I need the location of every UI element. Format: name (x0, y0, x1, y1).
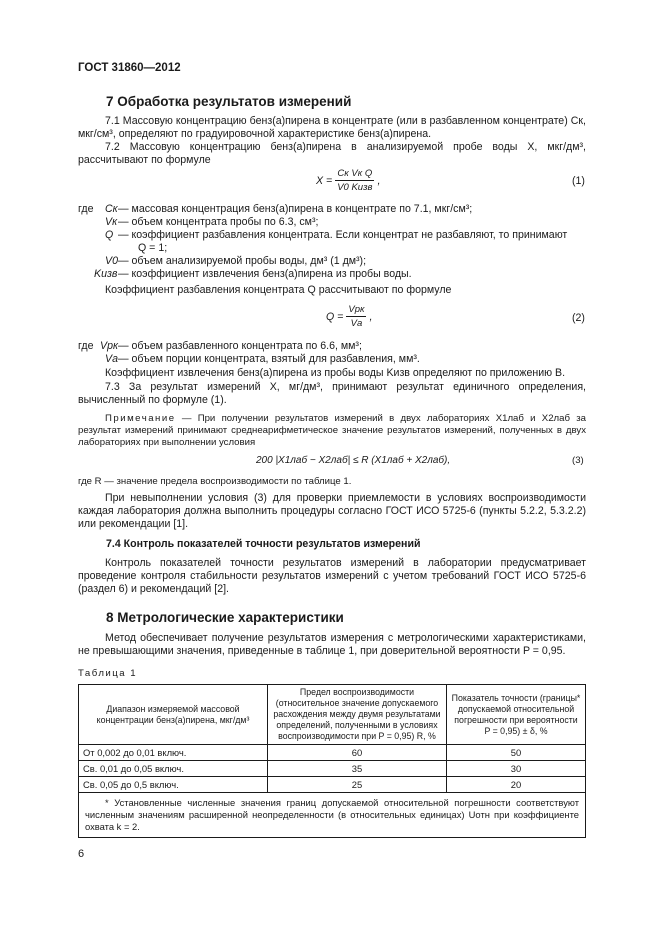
formula-2-numerator: Vрк (348, 304, 365, 315)
note (78, 413, 586, 449)
formula-1-denominator: V0 Kизв (337, 182, 373, 193)
q-intro: Коэффициент разбавления концентрата Q рассчитывают по формуле (105, 284, 452, 296)
where-label: где (78, 203, 94, 215)
def-text: — объем анализируемой пробы воды, дм³ (1 дм³); (118, 255, 367, 267)
formula-2-number: (2) (572, 312, 585, 324)
section-8-title: 8 Метрологические характеристики (106, 610, 344, 625)
paragraph-7-3: 7.3 За результат измерений X, мг/дм³, принимают результат единичного определения, вычисленный по формуле (1). (78, 381, 586, 406)
formula-1-fraction (335, 168, 374, 193)
formula-2-denominator: Vа (350, 318, 363, 329)
def-symbol: Q (105, 229, 114, 241)
section-7-4-title: 7.4 Контроль показателей точности результатов измерений (106, 538, 421, 550)
def-text: — объем порции концентрата, взятый для разбавления, мм³. (118, 353, 420, 365)
table-footnote-row (79, 793, 586, 838)
formula-3: 200 |X1лаб − X2лаб| ≤ R (X1лаб + X2лаб), (256, 455, 451, 466)
def-text: — объем концентрата пробы по 6.3, см³; (118, 216, 319, 228)
page-number: 6 (78, 848, 85, 860)
def-symbol: Vрк (100, 340, 118, 352)
formula-2-lhs: Q = (326, 310, 344, 323)
table-caption: Таблица 1 (78, 668, 138, 679)
table-cell: 25 (268, 777, 447, 793)
paragraph-7-4: Контроль показателей точности результатов измерений в лаборатории предусматривает проведение контроля стабильности результатов измерений с учетом требований ГОСТ ИСО 5725-6 (раздел 6) и рекомендаций [2]. (78, 557, 586, 595)
formula-2: Q = $\frac{\text{Vрк}}{Vа}$ , (326, 304, 373, 329)
def-symbol: Vк (105, 216, 118, 228)
document-header: ГОСТ 31860—2012 (78, 62, 181, 74)
def-symbol: Vа (105, 353, 118, 365)
formula-1: X = $\frac{\text{Cк Vк Q}}{\text{V0 Kизв}}$ , (316, 168, 381, 193)
formula-3-number: (3) (572, 455, 584, 466)
paragraph-7-1: 7.1 Массовую концентрацию бенз(а)пирена в концентрате (или в разбавленном концентрате) Cк, мкг/см³, определяют по градуировочной характеристике бенз(а)пирена. (78, 115, 586, 140)
definitions-1 (78, 203, 586, 281)
formula-2-fraction (346, 304, 366, 329)
table-cell: 60 (268, 745, 447, 761)
paragraph-fail: При невыполнении условия (3) для проверки приемлемости в условиях воспроизводимости каждая лаборатория должна выполнить процедуры согласно ГОСТ ИСО 5725-6 (пункты 5.2.2, 5.3.2.2) или рекомендации [1]. (78, 492, 586, 530)
table-cell: 35 (268, 761, 447, 777)
table-header-cell: Предел воспроизводимости (относительное значение допускаемого расхождения между двумя результатами определений, полученными в условиях воспроизводимости при P = 0,95) R, % (268, 685, 447, 745)
def-symbol: Cк (105, 203, 118, 215)
def-text: — объем разбавленного концентрата по 6.6, мм³; (118, 340, 362, 352)
r-definition: где R — значение предела воспроизводимости по таблице 1. (78, 476, 352, 487)
formula-1-number: (1) (572, 175, 585, 187)
table-1 (78, 684, 586, 838)
def-text: — коэффициент извлечения бенз(а)пирена из пробы воды. (118, 268, 412, 280)
note-text: — При получении результатов измерений в двух лабораториях X1лаб и X2лаб за результат измерений принимают среднеарифметическое значение результатов измерений, полученных в двух лабораториях при выполнении условия (78, 413, 586, 448)
def-text: — коэффициент разбавления концентрата. Если концентрат не разбавляют, то принимают (118, 229, 568, 241)
paragraph-7-2: 7.2 Массовую концентрацию бенз(а)пирена в анализируемой пробе воды X, мкг/дм³, рассчитывают по формуле (78, 141, 586, 166)
table-header-row (79, 685, 586, 745)
table-cell: 50 (447, 745, 586, 761)
formula-1-numerator: Cк Vк Q (337, 168, 373, 179)
note-label: Примечание (105, 413, 176, 424)
def-text: — массовая концентрация бенз(а)пирена в концентрате по 7.1, мкг/см³; (118, 203, 473, 215)
table-footnote: * Установленные численные значения границ допускаемой относительной погрешности соответствуют численным значениям расширенной неопределенности (в относительных единицах) Uотн при коэффициенте охвата k = 2. (79, 793, 586, 838)
where-label: где (78, 340, 94, 352)
table-cell: Св. 0,05 до 0,5 включ. (79, 777, 268, 793)
table-row (79, 777, 586, 793)
def-symbol: Kизв (94, 268, 118, 280)
table-cell: 20 (447, 777, 586, 793)
table-header-cell: Диапазон измеряемой массовой концентрации бенз(а)пирена, мкг/дм³ (79, 685, 268, 745)
paragraph-8: Метод обеспечивает получение результатов измерения с метрологическими характеристиками, не превышающими значения, приведенные в таблице 1, при доверительной вероятности P = 0,95. (78, 632, 586, 657)
table-row (79, 745, 586, 761)
table-header-cell: Показатель точности (границы* допускаемой относительной погрешности при вероятности P = 0,95) ± δ, % (447, 685, 586, 745)
formula-1-lhs: X = (316, 174, 333, 187)
table-cell: Св. 0,01 до 0,05 включ. (79, 761, 268, 777)
table-row (79, 761, 586, 777)
section-7-title: 7 Обработка результатов измерений (106, 94, 352, 109)
table-cell: 30 (447, 761, 586, 777)
kizv-note: Коэффициент извлечения бенз(а)пирена из пробы воды Kизв определяют по приложению В. (105, 367, 566, 379)
definitions-2 (78, 340, 586, 366)
def-text: Q = 1; (138, 242, 168, 254)
table-cell: От 0,002 до 0,01 включ. (79, 745, 268, 761)
def-symbol: V0 (105, 255, 118, 267)
